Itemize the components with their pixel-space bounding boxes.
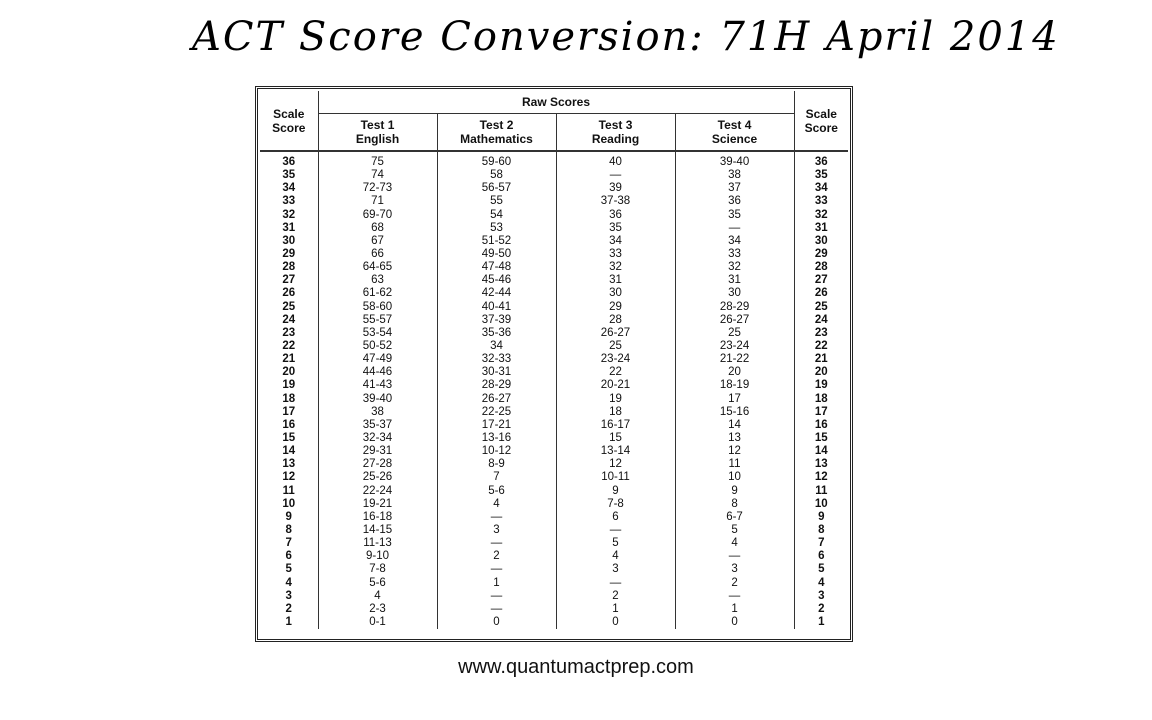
english-raw-cell: 41-43 xyxy=(318,379,437,392)
scale-score-left-cell: 15 xyxy=(282,432,296,445)
table-row xyxy=(260,169,848,182)
mathematics-raw-cell: — xyxy=(437,563,556,576)
reading-raw-cell: 19 xyxy=(556,393,675,406)
scale-score-right-cell: 21 xyxy=(814,353,828,366)
english-raw-cell: 75 xyxy=(318,151,437,169)
scale-score-left-cell: 8 xyxy=(285,524,292,536)
scale-score-left-cell: 18 xyxy=(282,392,296,405)
scale-score-left-cell: 35 xyxy=(282,169,296,182)
scale-score-right-cell: 26 xyxy=(814,287,828,300)
reading-raw-cell: 26-27 xyxy=(556,327,675,340)
science-raw-cell: 9 xyxy=(675,485,794,498)
scale-score-right-cell: 14 xyxy=(814,445,828,458)
english-raw-cell: 22-24 xyxy=(318,485,437,498)
science-raw-cell: 38 xyxy=(675,169,794,182)
english-raw-cell: 27-28 xyxy=(318,458,437,471)
mathematics-raw-cell: 45-46 xyxy=(437,274,556,287)
reading-raw-cell: 30 xyxy=(556,287,675,300)
science-raw-cell: 5 xyxy=(675,524,794,537)
science-raw-cell: 31 xyxy=(675,274,794,287)
scale-score-left-cell: 2 xyxy=(285,602,292,615)
science-raw-cell: 21-22 xyxy=(675,353,794,366)
english-raw-cell: 16-18 xyxy=(318,511,437,524)
scale-score-left-cell: 5 xyxy=(285,563,292,576)
table-row xyxy=(260,287,848,300)
reading-raw-cell: 33 xyxy=(556,248,675,261)
science-raw-cell: 0 xyxy=(675,616,794,629)
reading-raw-cell: 32 xyxy=(556,261,675,274)
scale-score-right-cell: 36 xyxy=(814,156,828,169)
reading-raw-cell: 23-24 xyxy=(556,353,675,366)
mathematics-raw-cell: — xyxy=(437,511,556,524)
scale-score-right-cell: 24 xyxy=(814,313,828,326)
scale-score-left-cell: 17 xyxy=(282,405,296,418)
scale-score-left-cell: 7 xyxy=(285,537,292,550)
reading-raw-cell: — xyxy=(556,577,675,590)
english-raw-cell: 32-34 xyxy=(318,432,437,445)
science-raw-cell: 23-24 xyxy=(675,340,794,353)
english-raw-cell: 67 xyxy=(318,235,437,248)
mathematics-raw-cell: 2 xyxy=(437,550,556,563)
english-raw-cell: 25-26 xyxy=(318,471,437,484)
scale-score-left-cell: 25 xyxy=(282,300,296,313)
scale-score-right-cell: 27 xyxy=(814,274,828,287)
table-row xyxy=(260,432,848,445)
scale-score-header-left: Scale Score xyxy=(260,91,318,151)
scale-score-left-cell: 11 xyxy=(282,484,295,497)
science-raw-cell: 28-29 xyxy=(675,301,794,314)
scale-score-right-cell: 31 xyxy=(814,221,828,234)
english-raw-cell: 50-52 xyxy=(318,340,437,353)
scale-score-left-cell: 34 xyxy=(282,182,296,195)
reading-raw-cell: 31 xyxy=(556,274,675,287)
mathematics-raw-cell: 37-39 xyxy=(437,314,556,327)
scale-score-left-cell: 36 xyxy=(282,156,296,169)
reading-raw-cell: 35 xyxy=(556,222,675,235)
table-row xyxy=(260,248,848,261)
mathematics-raw-cell: 3 xyxy=(437,524,556,537)
science-raw-cell: 2 xyxy=(675,577,794,590)
science-raw-cell: 36 xyxy=(675,195,794,208)
science-raw-cell: — xyxy=(675,222,794,235)
scale-score-right-cell: 22 xyxy=(814,340,828,353)
science-raw-cell: 17 xyxy=(675,393,794,406)
scale-score-left-cell: 21 xyxy=(282,353,296,366)
table-row xyxy=(260,603,848,616)
scale-score-right-cell: 9 xyxy=(818,510,825,523)
mathematics-raw-cell: 5-6 xyxy=(437,485,556,498)
scale-score-right-cell: 12 xyxy=(814,471,828,484)
english-raw-cell: 61-62 xyxy=(318,287,437,300)
table-row xyxy=(260,151,848,169)
mathematics-raw-cell: 10-12 xyxy=(437,445,556,458)
scale-score-left-cell: 31 xyxy=(282,221,296,234)
science-raw-cell: 39-40 xyxy=(675,151,794,169)
scale-score-right-cell: 10 xyxy=(814,497,828,510)
english-raw-cell: 11-13 xyxy=(318,537,437,550)
english-raw-cell: 38 xyxy=(318,406,437,419)
scale-score-right-cell: 16 xyxy=(814,418,828,431)
mathematics-raw-cell: 22-25 xyxy=(437,406,556,419)
scale-score-left-cell: 12 xyxy=(282,471,296,484)
english-raw-cell: 35-37 xyxy=(318,419,437,432)
reading-raw-cell: 4 xyxy=(556,550,675,563)
reading-raw-cell: 37-38 xyxy=(556,195,675,208)
scale-score-right-cell: 32 xyxy=(814,208,828,221)
reading-raw-cell: 0 xyxy=(556,616,675,629)
english-raw-cell: 66 xyxy=(318,248,437,261)
scale-score-right-cell: 28 xyxy=(814,261,828,274)
table-row xyxy=(260,563,848,576)
scale-score-right-cell: 6 xyxy=(818,550,825,563)
mathematics-raw-cell: 51-52 xyxy=(437,235,556,248)
table-row xyxy=(260,419,848,432)
table-row xyxy=(260,524,848,537)
mathematics-raw-cell: — xyxy=(437,603,556,616)
test-1-header: Test 1 English xyxy=(318,114,437,152)
scale-score-right-cell: 34 xyxy=(814,182,828,195)
mathematics-raw-cell: 59-60 xyxy=(437,151,556,169)
scale-score-left-cell: 14 xyxy=(282,445,296,458)
science-raw-cell: — xyxy=(675,590,794,603)
science-raw-cell: 34 xyxy=(675,235,794,248)
science-raw-cell: 33 xyxy=(675,248,794,261)
test-2-header: Test 2 Mathematics xyxy=(437,114,556,152)
scale-score-left-cell: 4 xyxy=(285,576,292,589)
raw-scores-header: Raw Scores xyxy=(318,91,794,114)
scale-score-right-cell: 30 xyxy=(814,234,828,247)
table-row xyxy=(260,511,848,524)
table-row xyxy=(260,458,848,471)
english-raw-cell: 55-57 xyxy=(318,314,437,327)
table-row xyxy=(260,590,848,603)
table-row xyxy=(260,537,848,550)
english-raw-cell: 63 xyxy=(318,274,437,287)
scale-score-left-cell: 10 xyxy=(282,497,296,510)
science-raw-cell: 1 xyxy=(675,603,794,616)
reading-raw-cell: 29 xyxy=(556,301,675,314)
mathematics-raw-cell: 58 xyxy=(437,169,556,182)
scale-score-right-cell: 18 xyxy=(814,392,828,405)
english-raw-cell: 5-6 xyxy=(318,577,437,590)
scale-score-left-cell: 1 xyxy=(285,615,292,628)
scale-score-right-cell: 25 xyxy=(814,300,828,313)
table-row xyxy=(260,616,848,629)
reading-raw-cell: 1 xyxy=(556,603,675,616)
scale-score-right-cell: 13 xyxy=(814,458,828,471)
english-raw-cell: 74 xyxy=(318,169,437,182)
scale-score-right-cell: 4 xyxy=(818,576,825,589)
mathematics-raw-cell: — xyxy=(437,537,556,550)
table-row xyxy=(260,327,848,340)
mathematics-raw-cell: 49-50 xyxy=(437,248,556,261)
english-raw-cell: 64-65 xyxy=(318,261,437,274)
scale-score-left-cell: 27 xyxy=(282,274,296,287)
reading-raw-cell: — xyxy=(556,524,675,537)
science-raw-cell: 10 xyxy=(675,471,794,484)
scale-score-left-cell: 30 xyxy=(282,234,296,247)
mathematics-raw-cell: 13-16 xyxy=(437,432,556,445)
score-conversion-table xyxy=(260,91,848,629)
score-conversion-table-frame xyxy=(255,86,853,642)
scale-score-left-cell: 6 xyxy=(285,550,292,563)
table-row xyxy=(260,353,848,366)
english-raw-cell: 2-3 xyxy=(318,603,437,616)
reading-raw-cell: 3 xyxy=(556,563,675,576)
scale-score-right-cell: 20 xyxy=(814,366,828,379)
reading-raw-cell: 16-17 xyxy=(556,419,675,432)
reading-raw-cell: 18 xyxy=(556,406,675,419)
scale-score-right-cell: 33 xyxy=(814,195,828,208)
scale-score-right-cell: 8 xyxy=(818,524,825,536)
mathematics-raw-cell: 30-31 xyxy=(437,366,556,379)
scale-score-left-cell: 29 xyxy=(282,248,296,261)
test-3-header: Test 3 Reading xyxy=(556,114,675,152)
mathematics-raw-cell: 55 xyxy=(437,195,556,208)
reading-raw-cell: 40 xyxy=(556,151,675,169)
science-raw-cell: 12 xyxy=(675,445,794,458)
mathematics-raw-cell: 28-29 xyxy=(437,379,556,392)
reading-raw-cell: 39 xyxy=(556,182,675,195)
scale-score-left-cell: 22 xyxy=(282,340,296,353)
english-raw-cell: 72-73 xyxy=(318,182,437,195)
english-raw-cell: 0-1 xyxy=(318,616,437,629)
table-body xyxy=(260,151,848,629)
reading-raw-cell: 12 xyxy=(556,458,675,471)
page-title: ACT Score Conversion: 71H April 2014 xyxy=(192,14,1060,60)
scale-score-right-cell: 17 xyxy=(814,405,828,418)
table-row xyxy=(260,340,848,353)
reading-raw-cell: 13-14 xyxy=(556,445,675,458)
mathematics-raw-cell: 42-44 xyxy=(437,287,556,300)
reading-raw-cell: 6 xyxy=(556,511,675,524)
english-raw-cell: 39-40 xyxy=(318,393,437,406)
table-row xyxy=(260,235,848,248)
english-raw-cell: 7-8 xyxy=(318,563,437,576)
table-row xyxy=(260,485,848,498)
scale-score-left-cell: 19 xyxy=(282,379,296,392)
mathematics-raw-cell: 8-9 xyxy=(437,458,556,471)
mathematics-raw-cell: 47-48 xyxy=(437,261,556,274)
mathematics-raw-cell: 0 xyxy=(437,616,556,629)
table-row xyxy=(260,261,848,274)
scale-score-left-cell: 28 xyxy=(282,261,296,274)
scale-score-header-right: Scale Score xyxy=(794,91,848,151)
mathematics-raw-cell: 54 xyxy=(437,209,556,222)
reading-raw-cell: 34 xyxy=(556,235,675,248)
scale-score-right-cell: 1 xyxy=(818,615,825,628)
science-raw-cell: 25 xyxy=(675,327,794,340)
english-raw-cell: 4 xyxy=(318,590,437,603)
mathematics-raw-cell: 32-33 xyxy=(437,353,556,366)
english-raw-cell: 53-54 xyxy=(318,327,437,340)
science-raw-cell: 14 xyxy=(675,419,794,432)
table-row xyxy=(260,577,848,590)
science-raw-cell: 3 xyxy=(675,563,794,576)
english-raw-cell: 68 xyxy=(318,222,437,235)
english-raw-cell: 14-15 xyxy=(318,524,437,537)
table-row xyxy=(260,182,848,195)
table-row xyxy=(260,195,848,208)
mathematics-raw-cell: 4 xyxy=(437,498,556,511)
english-raw-cell: 58-60 xyxy=(318,301,437,314)
scale-score-right-cell: 15 xyxy=(814,432,828,445)
scale-score-left-cell: 26 xyxy=(282,287,296,300)
science-raw-cell: 13 xyxy=(675,432,794,445)
scale-score-left-cell: 16 xyxy=(282,418,296,431)
science-raw-cell: — xyxy=(675,550,794,563)
table-row xyxy=(260,445,848,458)
mathematics-raw-cell: 26-27 xyxy=(437,393,556,406)
mathematics-raw-cell: 40-41 xyxy=(437,301,556,314)
table-row xyxy=(260,498,848,511)
english-raw-cell: 69-70 xyxy=(318,209,437,222)
reading-raw-cell: — xyxy=(556,169,675,182)
scale-score-left-cell: 32 xyxy=(282,208,296,221)
mathematics-raw-cell: 35-36 xyxy=(437,327,556,340)
reading-raw-cell: 9 xyxy=(556,485,675,498)
table-row xyxy=(260,379,848,392)
scale-score-left-cell: 20 xyxy=(282,366,296,379)
scale-score-right-cell: 3 xyxy=(818,589,825,602)
science-raw-cell: 6-7 xyxy=(675,511,794,524)
table-row xyxy=(260,274,848,287)
scale-score-right-cell: 23 xyxy=(814,326,828,339)
science-raw-cell: 32 xyxy=(675,261,794,274)
table-row xyxy=(260,366,848,379)
reading-raw-cell: 28 xyxy=(556,314,675,327)
reading-raw-cell: 10-11 xyxy=(556,471,675,484)
mathematics-raw-cell: 17-21 xyxy=(437,419,556,432)
table-row xyxy=(260,406,848,419)
table-row xyxy=(260,393,848,406)
english-raw-cell: 19-21 xyxy=(318,498,437,511)
scale-score-right-cell: 29 xyxy=(814,248,828,261)
science-raw-cell: 35 xyxy=(675,209,794,222)
mathematics-raw-cell: — xyxy=(437,590,556,603)
table-row xyxy=(260,222,848,235)
scale-score-left-cell: 23 xyxy=(282,326,296,339)
mathematics-raw-cell: 53 xyxy=(437,222,556,235)
reading-raw-cell: 20-21 xyxy=(556,379,675,392)
table-row xyxy=(260,471,848,484)
science-raw-cell: 15-16 xyxy=(675,406,794,419)
table-row xyxy=(260,209,848,222)
english-raw-cell: 29-31 xyxy=(318,445,437,458)
reading-raw-cell: 25 xyxy=(556,340,675,353)
science-raw-cell: 37 xyxy=(675,182,794,195)
science-raw-cell: 8 xyxy=(675,498,794,511)
scale-score-right-cell: 2 xyxy=(818,602,825,615)
science-raw-cell: 26-27 xyxy=(675,314,794,327)
science-raw-cell: 18-19 xyxy=(675,379,794,392)
science-raw-cell: 20 xyxy=(675,366,794,379)
mathematics-raw-cell: 1 xyxy=(437,577,556,590)
table-row xyxy=(260,314,848,327)
reading-raw-cell: 7-8 xyxy=(556,498,675,511)
mathematics-raw-cell: 56-57 xyxy=(437,182,556,195)
reading-raw-cell: 2 xyxy=(556,590,675,603)
science-raw-cell: 30 xyxy=(675,287,794,300)
scale-score-left-cell: 24 xyxy=(282,313,296,326)
english-raw-cell: 9-10 xyxy=(318,550,437,563)
table-row xyxy=(260,301,848,314)
mathematics-raw-cell: 7 xyxy=(437,471,556,484)
scale-score-right-cell: 19 xyxy=(814,379,828,392)
scale-score-right-cell: 35 xyxy=(814,169,828,182)
english-raw-cell: 44-46 xyxy=(318,366,437,379)
test-4-header: Test 4 Science xyxy=(675,114,794,152)
scale-score-left-cell: 33 xyxy=(282,195,296,208)
table-row xyxy=(260,550,848,563)
scale-score-left-cell: 9 xyxy=(285,510,292,523)
scale-score-left-cell: 13 xyxy=(282,458,296,471)
reading-raw-cell: 5 xyxy=(556,537,675,550)
scale-score-right-cell: 7 xyxy=(818,537,825,550)
website-url: www.quantumactprep.com xyxy=(458,656,694,678)
reading-raw-cell: 22 xyxy=(556,366,675,379)
english-raw-cell: 71 xyxy=(318,195,437,208)
scale-score-right-cell: 5 xyxy=(818,563,825,576)
scale-score-left-cell: 3 xyxy=(285,589,292,602)
english-raw-cell: 47-49 xyxy=(318,353,437,366)
mathematics-raw-cell: 34 xyxy=(437,340,556,353)
scale-score-right-cell: 11 xyxy=(815,484,828,497)
reading-raw-cell: 15 xyxy=(556,432,675,445)
science-raw-cell: 4 xyxy=(675,537,794,550)
reading-raw-cell: 36 xyxy=(556,209,675,222)
science-raw-cell: 11 xyxy=(675,458,794,471)
